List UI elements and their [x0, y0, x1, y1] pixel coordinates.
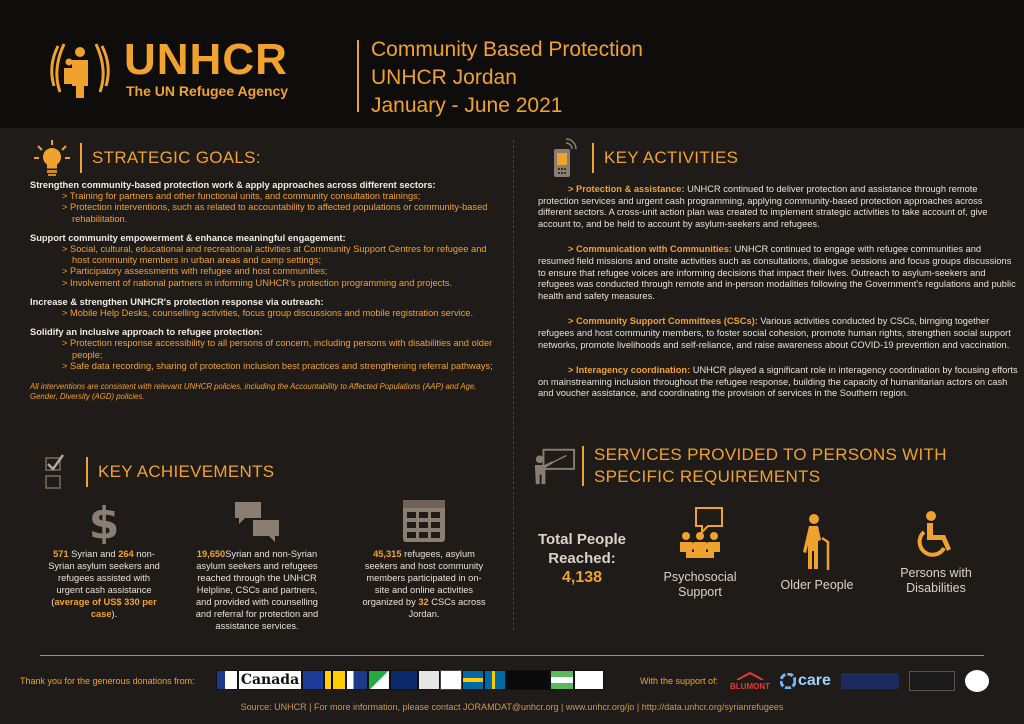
header — [0, 0, 1024, 128]
blumont-logo — [730, 672, 770, 691]
section-bar — [86, 457, 88, 487]
service-label: Support — [678, 585, 722, 599]
stat-text: Syrian and non-Syrian asylum seekers and refugees reached through the UNHCR Helpline, CSCs and partners, and provided with counselling and referral for protection and assistance services. — [195, 549, 319, 631]
key-activities-list — [538, 184, 1018, 414]
stat-value: 32 — [418, 597, 429, 607]
activity-item — [538, 244, 1018, 302]
stat-value: 571 — [53, 549, 69, 559]
stat-text: refugees, asylum seekers and host community members participated in on-site and online activities organized by — [362, 549, 484, 607]
service-psychosocial — [650, 506, 750, 600]
strategic-goals-title: STRATEGIC GOALS: — [92, 148, 261, 167]
activity-text: UNHCR played a significant role in interagency coordination by focusing efforts on mainstreaming inclusion throughout the refugee response, building the capacity of humanitarian actors on cash and voucher assistance, and coordinating the provision of services in the Southern region. — [538, 365, 1018, 399]
donor-flag — [462, 670, 484, 690]
stat-value: average of US$ 330 per case — [54, 597, 157, 619]
activity-label: > Communication with Communities: — [568, 244, 732, 255]
goal-heading: Solidify an inclusive approach to refugee protection: — [30, 327, 263, 338]
activity-item — [538, 316, 1018, 351]
achievement-text — [48, 548, 160, 620]
key-achievements-header — [36, 450, 274, 494]
service-label: Disabilities — [906, 581, 966, 595]
services-title-line: SPECIFIC REQUIREMENTS — [594, 467, 821, 486]
goal-item: > Social, cultural, educational and recreational activities at Community Support Centres for refugee and host community members in urban areas and camp settings; — [62, 244, 487, 266]
care-label: care — [798, 672, 831, 689]
lightbulb-icon — [30, 136, 74, 180]
chat-icon — [233, 498, 281, 544]
unhcr-emblem-icon — [44, 36, 116, 102]
checklist-icon — [36, 450, 80, 494]
section-bar — [80, 143, 82, 173]
donor-flag — [440, 670, 462, 690]
services-header — [532, 444, 947, 488]
activity-item — [538, 184, 1018, 230]
achievements-grid — [26, 498, 512, 638]
achievement-cash — [48, 498, 160, 620]
older-person-icon — [800, 512, 834, 572]
policy-note: All interventions are consistent with relevant UNHCR policies, including the Accountability to Affected Populations (AAP) and Age, Gender, Diversity (AGD) policies. — [30, 382, 477, 401]
goal-item: > Protection response accessibility to all persons of concern, including persons with disabilities and older people; — [62, 338, 493, 360]
unhcr-logo[interactable] — [44, 36, 304, 106]
page-period: January - June 2021 — [371, 94, 563, 117]
wheelchair-icon — [911, 510, 961, 560]
header-divider — [357, 40, 359, 112]
stat-text: non-Syrian asylum seekers and refugees assisted with urgent cash assistance ( — [48, 549, 160, 607]
section-bar — [582, 446, 584, 486]
donor-flag — [324, 670, 346, 690]
total-label: Total People — [537, 531, 627, 548]
care-logo — [780, 672, 831, 690]
activity-text: Various activities conducted by CSCs, birnging together refugees and host community members, to foster social cohesion, promote human rights, strengthen social support networks, promote livelihoods and self-reliance, and raise awareness about COVID-19 prevention and vaccination. — [538, 316, 1011, 350]
goal-item: > Protection interventions, such as related to accountability to affected populations or community-based rehabilitation. — [62, 202, 488, 224]
page-subtitle: UNHCR Jordan — [371, 66, 517, 89]
goal-heading: Strengthen community-based protection work & apply approaches across different sectors: — [30, 180, 436, 190]
donor-flags — [216, 670, 616, 690]
achievement-text — [362, 548, 486, 620]
donor-flag — [484, 670, 506, 690]
blumont-label: BLUMONT — [730, 681, 770, 691]
source-line: Source: UNHCR | For more information, please contact JORAMDAT@unhcr.org | www.unhcr.org/jo | http://data.unhcr.org/syrianrefugees — [240, 702, 784, 712]
stat-value: 45,315 — [373, 549, 402, 559]
partner-logos — [730, 669, 1010, 693]
donor-flag — [346, 670, 368, 690]
stat-value: 19,650 — [196, 549, 226, 559]
support-text: With the support of: — [640, 676, 719, 686]
section-bar — [592, 143, 594, 173]
activity-text: UNHCR continued to engage with refugee communities and resumed field missions and onsite activities such as consultations, dialogue sessions and focus groups discussions to ensure that refugee voices are informing decisions that impact their lives. Outreach to asylum-seekers and refugees was conducted through remote and in-person modalities following the Government's regulations and public health and safety measures. — [538, 244, 1016, 301]
partner-logo — [841, 673, 899, 689]
service-label: Persons with — [900, 566, 972, 580]
stat-value: 264 — [118, 549, 134, 559]
footer-divider — [40, 655, 984, 656]
donor-flag — [418, 670, 440, 690]
goal-heading: Increase & strengthen UNHCR's protection response via outreach: — [30, 296, 324, 307]
donors-thanks-text: Thank you for the generous donations from: — [20, 676, 195, 686]
donor-logo — [390, 670, 418, 690]
services-block — [520, 500, 1020, 630]
dollar-icon — [84, 498, 124, 544]
goal-item: > Mobile Help Desks, counselling activities, focus group discussions and mobile registration service. — [62, 308, 474, 319]
donor-flag — [216, 670, 238, 690]
services-title — [594, 444, 947, 488]
right-panel — [520, 134, 1020, 634]
strategic-goals-list — [30, 180, 506, 401]
total-value: 4,138 — [561, 569, 603, 586]
goal-item: > Safe data recording, sharing of protection inclusion best practices and strengthening referral pathways; — [62, 360, 493, 371]
psychosocial-icon — [672, 506, 728, 564]
logo-wordmark: UNHCR — [124, 35, 288, 84]
key-activities-title: KEY ACTIVITIES — [604, 148, 739, 167]
activity-item — [538, 365, 1018, 400]
goal-item: > Training for partners and other functional units, and community consultation trainings; — [62, 191, 421, 202]
service-older-people — [772, 512, 862, 593]
page-title: Community Based Protection — [371, 38, 643, 61]
total-people-reached — [532, 530, 632, 587]
care-mark-icon — [780, 673, 796, 689]
service-label: Psychosocial — [663, 570, 737, 584]
logo-subtitle: The UN Refugee Agency — [126, 83, 289, 99]
service-label: Older People — [780, 578, 854, 592]
column-divider — [513, 140, 514, 630]
donor-flag — [368, 670, 390, 690]
stat-text: Syrian and — [68, 549, 119, 559]
activity-text: UNHCR continued to deliver protection and assistance through remote protection services and urgent cash programming, applying community-based protection approaches across different sectors. A cross-unit action plan was created to implement strategic activities to take account of, give account to, and be held to account by asylum-seekers and refugees. — [538, 184, 988, 229]
goal-item: > Participatory assessments with refugee and host communities; — [62, 266, 328, 277]
donor-flag — [550, 670, 574, 690]
canada-wordmark: Canada — [238, 670, 302, 690]
activity-label: > Community Support Committees (CSCs): — [568, 316, 758, 327]
service-disabilities — [884, 510, 988, 596]
partner-logo — [909, 671, 955, 691]
achievement-text — [190, 548, 324, 632]
mobile-phone-icon — [542, 136, 586, 180]
goal-heading: Support community empowerment & enhance meaningful engagement: — [30, 232, 346, 243]
svg-text:$: $ — [88, 498, 120, 544]
presentation-icon — [532, 444, 576, 488]
donor-logo — [506, 670, 550, 690]
eu-flag — [302, 670, 324, 690]
stat-text: ). — [111, 609, 118, 619]
goal-item: > Involvement of national partners in informing UNHCR's protection programming and projects. — [62, 277, 453, 288]
key-achievements-title: KEY ACHIEVEMENTS — [98, 462, 275, 481]
left-panel — [26, 134, 512, 634]
achievement-helpline — [190, 498, 324, 632]
total-label: Reached: — [548, 550, 616, 567]
achievement-activities — [362, 498, 486, 620]
stat-text: CSCs across Jordan. — [408, 597, 486, 619]
key-activities-header — [542, 136, 738, 180]
header-titles — [371, 36, 643, 120]
activity-label: > Protection & assistance: — [568, 184, 685, 194]
strategic-goals-header — [30, 136, 261, 180]
donor-logo — [574, 670, 604, 690]
blumont-mark-icon — [735, 672, 765, 680]
services-title-line: SERVICES PROVIDED TO PERSONS WITH — [594, 445, 947, 464]
activity-label: > Interagency coordination: — [568, 365, 691, 376]
partner-logo — [965, 670, 989, 692]
table-icon — [401, 498, 447, 544]
